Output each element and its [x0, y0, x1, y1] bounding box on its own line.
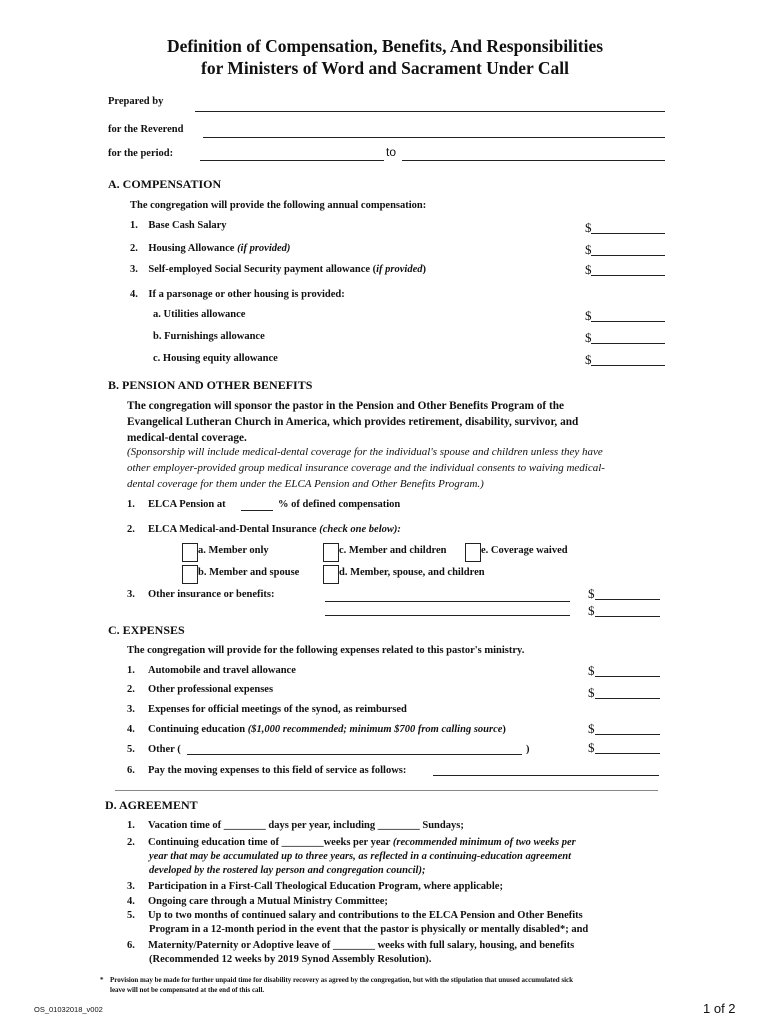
other-expense-close: )	[526, 744, 530, 755]
dollar-sign: $	[585, 242, 592, 257]
continuing-education-field[interactable]	[595, 734, 660, 735]
moving-expenses-field-2[interactable]	[115, 790, 658, 791]
agreement-item-5-line-2: Program in a 12-month period in the event that the pastor is physically or mentally disabled*; and	[149, 924, 589, 935]
expense-item-3: 3. Expenses for official meetings of the synod, as reimbursed	[127, 704, 407, 715]
period-to-label: to	[386, 145, 397, 159]
dollar-sign: $	[588, 586, 595, 601]
utilities-field[interactable]	[591, 321, 665, 322]
agreement-item-2: 2. Continuing education time of ________weeks per year (recommended minimum of two weeks per	[127, 837, 576, 848]
coverage-waived-checkbox[interactable]	[465, 543, 481, 562]
base-salary-field[interactable]	[591, 233, 665, 234]
agreement-item-1: 1. Vacation time of ________ days per year, including ________ Sundays;	[127, 820, 464, 831]
section-b-heading: B. PENSION AND OTHER BENEFITS	[108, 378, 313, 392]
dollar-sign: $	[588, 740, 595, 755]
furnishings-label: b. Furnishings allowance	[153, 331, 265, 342]
section-c-intro: The congregation will provide for the following expenses related to this pastor's ministry.	[127, 645, 525, 656]
period-label: for the period:	[108, 148, 174, 159]
other-expense-amount[interactable]	[595, 753, 660, 754]
section-b-para-2: Evangelical Lutheran Church in America, which provides retirement, disability, survivor, and	[127, 416, 579, 428]
period-end-field[interactable]	[402, 160, 665, 161]
expense-item-4: 4. Continuing education ($1,000 recommended; minimum $700 from calling source)	[127, 724, 506, 735]
page-title-line2: for Ministers of Word and Sacrament Under Call	[201, 58, 569, 78]
dollar-sign: $	[585, 352, 592, 367]
medical-item: 2. ELCA Medical-and-Dental Insurance (check one below):	[127, 524, 401, 535]
prepared-by-field[interactable]	[195, 111, 665, 112]
expense-item-6: 6. Pay the moving expenses to this field of service as follows:	[127, 765, 407, 776]
agreement-item-6: 6. Maternity/Paternity or Adoptive leave of ________ weeks with full salary, housing, and benefits	[127, 940, 575, 951]
expense-item-1: 1. Automobile and travel allowance	[127, 665, 296, 676]
comp-item-3: 3. Self-employed Social Security payment allowance (if provided)	[130, 264, 427, 275]
page-title-line1: Definition of Compensation, Benefits, And Responsibilities	[166, 36, 604, 56]
dollar-sign: $	[588, 721, 595, 736]
member-only-checkbox[interactable]	[182, 543, 198, 562]
section-b-italic-2: other employer-provided group medical insurance coverage and the individual consents to waiving medical-	[127, 462, 605, 474]
pension-percent-field[interactable]	[241, 510, 273, 511]
section-a-heading: A. COMPENSATION	[108, 177, 222, 191]
section-b-italic-1: (Sponsorship will include medical-dental coverage for the individual's spouse and children unless they have	[127, 446, 603, 458]
comp-item-1: 1. Base Cash Salary	[130, 220, 227, 231]
agreement-item-5: 5. Up to two months of continued salary and contributions to the ELCA Pension and Other Benefits	[127, 910, 583, 921]
member-children-checkbox[interactable]	[323, 543, 339, 562]
comp-item-2: 2. Housing Allowance (if provided)	[130, 243, 291, 254]
pension-item: 1. ELCA Pension at	[127, 499, 226, 510]
prepared-by-label: Prepared by	[108, 96, 164, 107]
member-spouse-children-checkbox[interactable]	[323, 565, 339, 584]
agreement-item-4: 4. Ongoing care through a Mutual Ministry Committee;	[127, 896, 388, 907]
section-b-para-1: The congregation will sponsor the pastor in the Pension and Other Benefits Program of the	[127, 400, 565, 412]
dollar-sign: $	[588, 663, 595, 678]
other-insurance-amount-2[interactable]	[595, 616, 660, 617]
comp-item-4: 4. If a parsonage or other housing is provided:	[130, 289, 345, 300]
expense-item-2: 2. Other professional expenses	[127, 684, 274, 695]
other-insurance-field-2[interactable]	[325, 615, 570, 616]
expense-item-5: 5. Other (	[127, 744, 181, 755]
dollar-sign: $	[588, 603, 595, 618]
coverage-waived-label: e. Coverage waived	[481, 545, 568, 556]
other-insurance-item: 3. Other insurance or benefits:	[127, 589, 275, 600]
dollar-sign: $	[585, 330, 592, 345]
furnishings-field[interactable]	[591, 343, 665, 344]
agreement-item-6-line-2: (Recommended 12 weeks by 2019 Synod Assembly Resolution).	[149, 954, 432, 965]
footnote-line-1: Provision may be made for further unpaid time for disability recovery as agreed by the congregation, but with the stipulation that unused accumulated sick	[110, 976, 574, 984]
dollar-sign: $	[585, 308, 592, 323]
section-b-para-3: medical-dental coverage.	[127, 432, 247, 444]
footnote-line-2: leave will not be compensated at the end of this call.	[110, 986, 265, 994]
professional-expenses-field[interactable]	[595, 698, 660, 699]
housing-equity-field[interactable]	[591, 365, 665, 366]
period-start-field[interactable]	[200, 160, 384, 161]
housing-equity-label: c. Housing equity allowance	[153, 353, 278, 364]
reverend-label: for the Reverend	[108, 124, 184, 135]
member-spouse-children-label: d. Member, spouse, and children	[339, 567, 485, 578]
moving-expenses-field[interactable]	[433, 775, 659, 776]
section-b-italic-3: dental coverage for them under the ELCA Pension and Other Benefits Program.)	[127, 478, 484, 490]
other-insurance-field-1[interactable]	[325, 601, 570, 602]
automobile-field[interactable]	[595, 676, 660, 677]
dollar-sign: $	[588, 685, 595, 700]
form-code: OS_01032018_v002	[34, 1005, 103, 1014]
housing-allowance-field[interactable]	[591, 255, 665, 256]
social-security-field[interactable]	[591, 275, 665, 276]
agreement-item-2-line-2: year that may be accumulated up to three years, as reflected in a continuing-education agreement	[149, 851, 572, 862]
member-children-label: c. Member and children	[339, 545, 447, 556]
page-number: 1 of 2	[703, 1001, 736, 1016]
reverend-field[interactable]	[203, 137, 665, 138]
section-a-intro: The congregation will provide the following annual compensation:	[130, 200, 427, 211]
member-spouse-label: b. Member and spouse	[198, 567, 300, 578]
utilities-label: a. Utilities allowance	[153, 309, 246, 320]
other-insurance-amount-1[interactable]	[595, 599, 660, 600]
member-only-label: a. Member only	[198, 545, 269, 556]
section-d-heading: D. AGREEMENT	[105, 798, 198, 812]
section-c-heading: C. EXPENSES	[108, 623, 185, 637]
dollar-sign: $	[585, 220, 592, 235]
pension-suffix: % of defined compensation	[278, 499, 401, 510]
dollar-sign: $	[585, 262, 592, 277]
other-expense-field[interactable]	[187, 754, 522, 755]
agreement-item-3: 3. Participation in a First-Call Theological Education Program, where applicable;	[127, 881, 503, 892]
member-spouse-checkbox[interactable]	[182, 565, 198, 584]
agreement-item-2-line-3: developed by the rostered lay person and congregation council);	[149, 865, 426, 876]
footnote-star: *	[100, 976, 104, 984]
